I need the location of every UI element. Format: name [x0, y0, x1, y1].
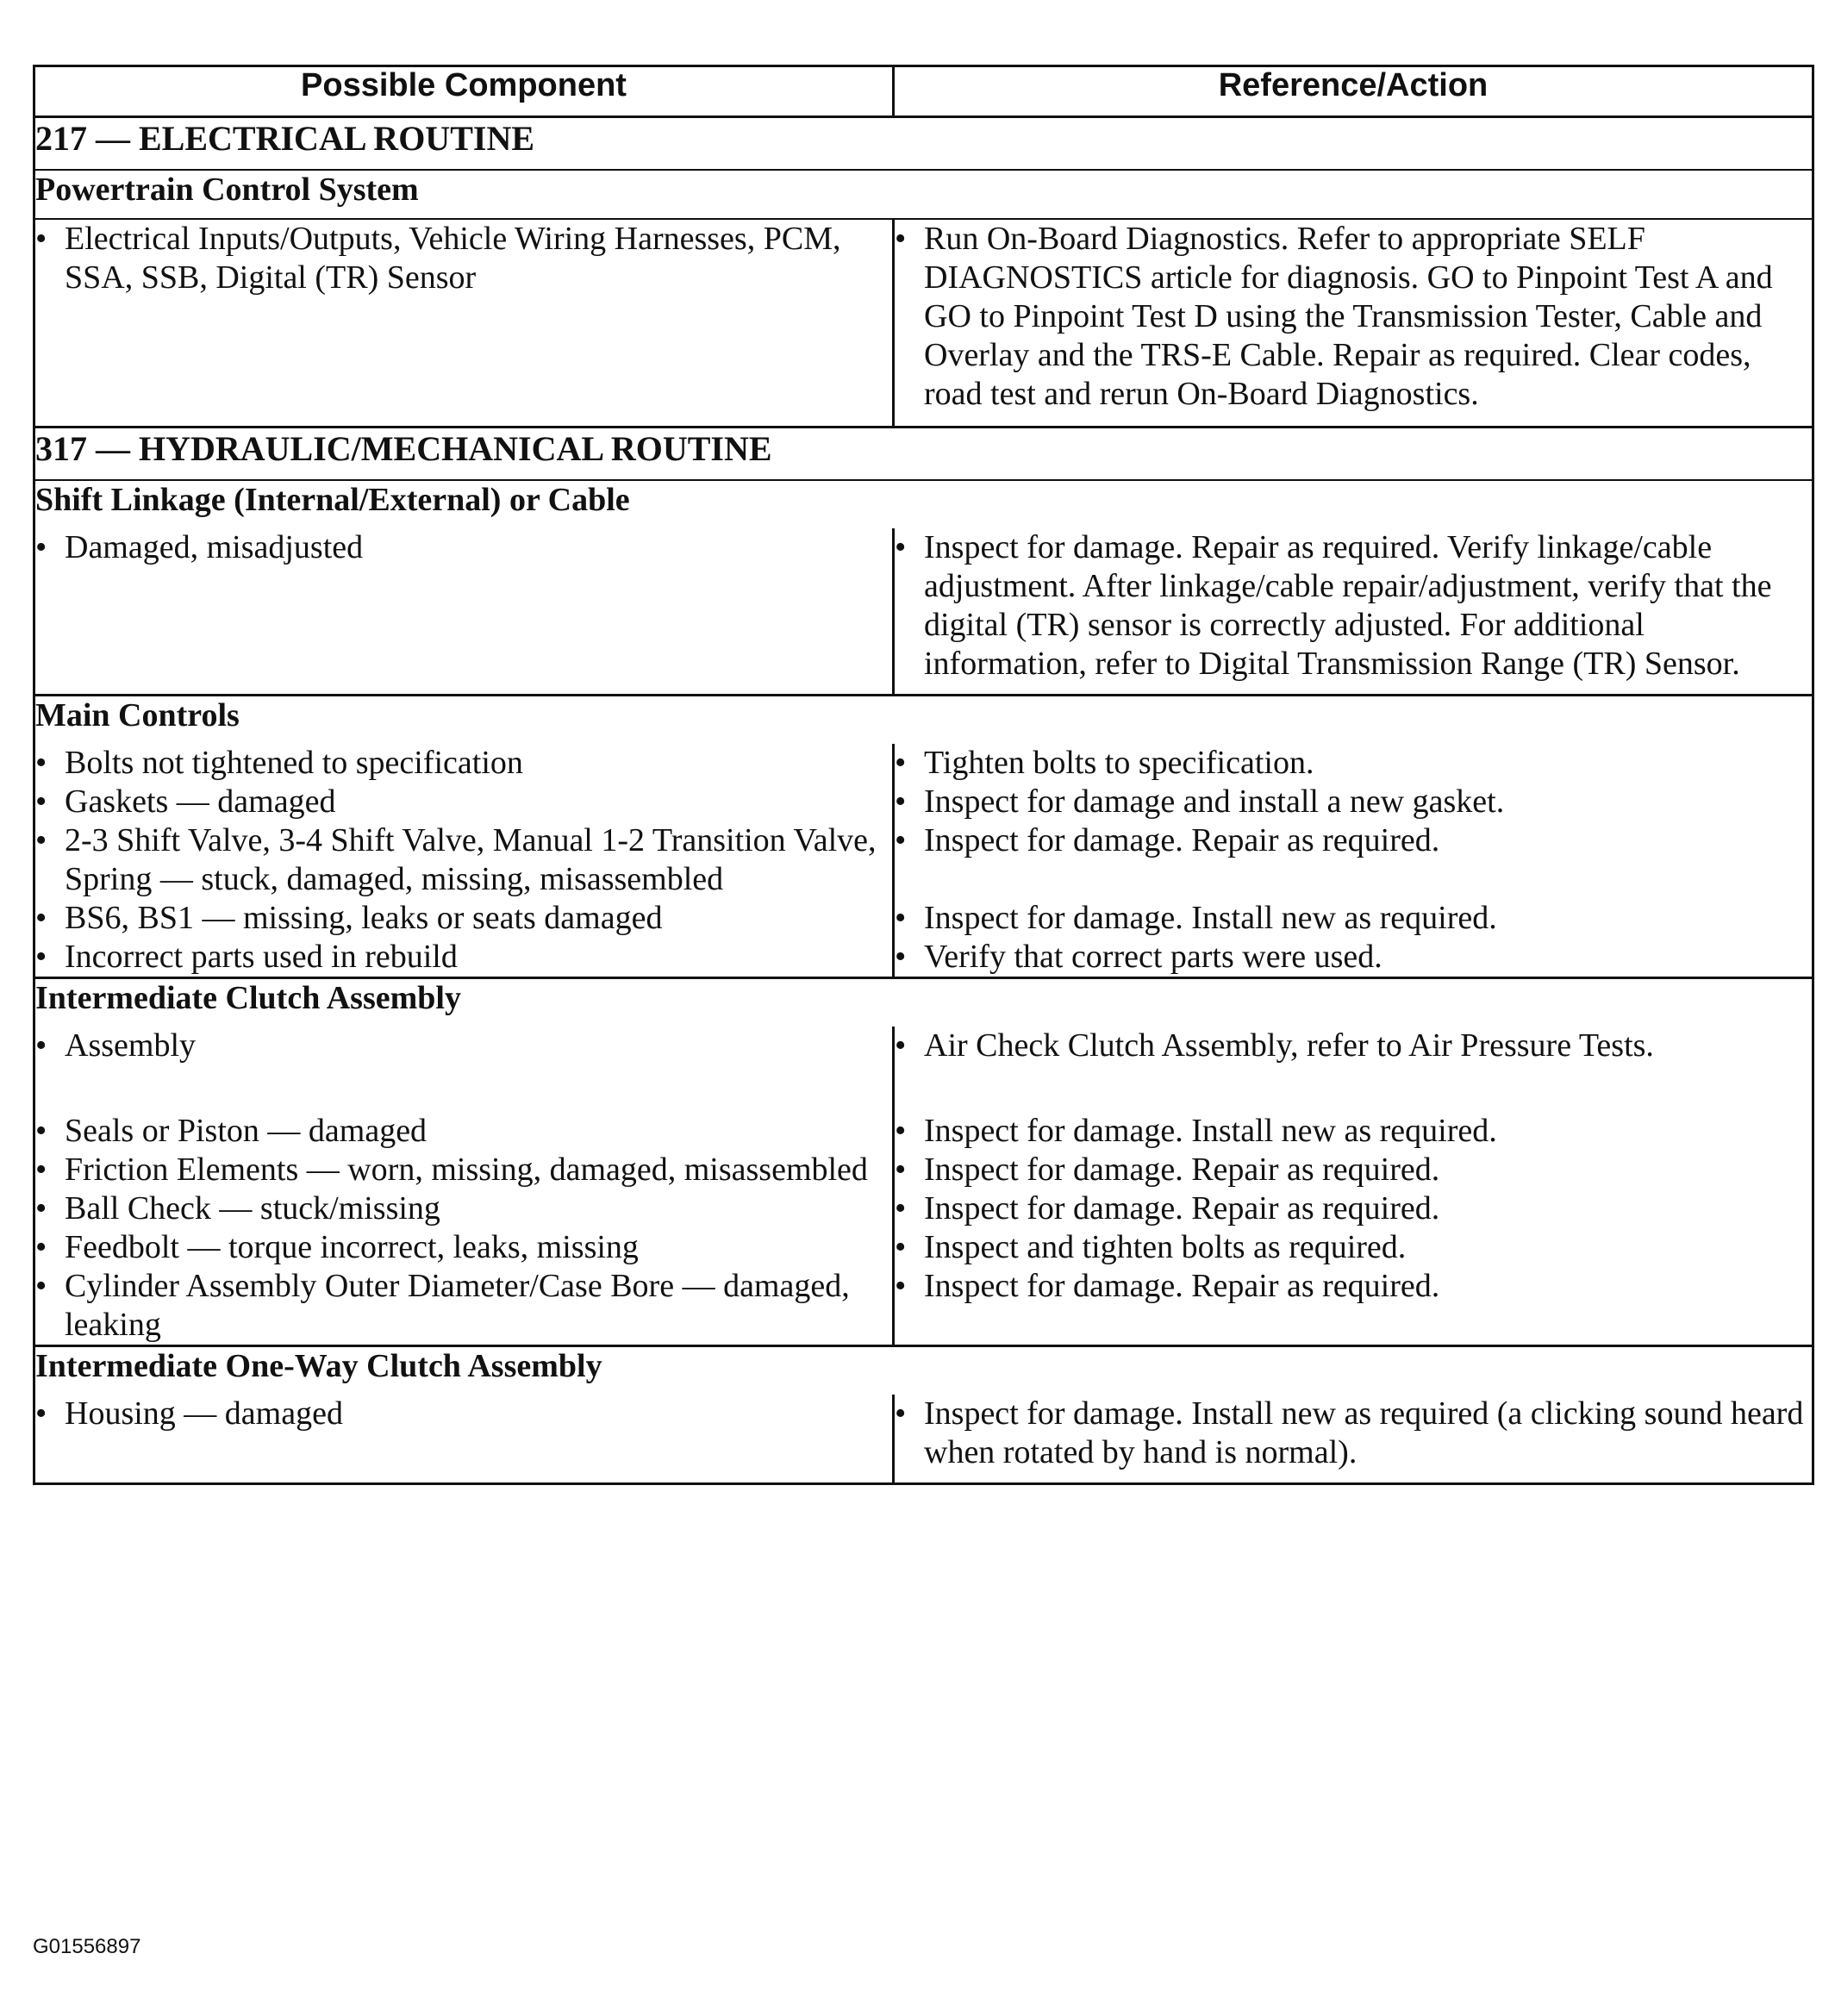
- component-text: • Cylinder Assembly Outer Diameter/Case Bore — damaged, leaking: [35, 1267, 892, 1345]
- table-header-row: [34, 66, 1813, 117]
- table-row: [34, 1267, 1813, 1346]
- table-row: [34, 821, 1813, 899]
- component-text: • Gaskets — damaged: [35, 783, 892, 821]
- table-row: [34, 938, 1813, 978]
- component-text: • Friction Elements — worn, missing, damaged, misassembled: [35, 1151, 892, 1189]
- component-text: • Feedbolt — torque incorrect, leaks, missing: [35, 1228, 892, 1267]
- table-row: [34, 1112, 1813, 1151]
- action-text: • Verify that correct parts were used.: [895, 938, 1812, 977]
- group-one-way-clutch-title: Intermediate One-Way Clutch Assembly: [34, 1346, 1813, 1395]
- action-text: • Inspect for damage. Repair as required.: [895, 1151, 1812, 1189]
- table-row: [34, 1027, 1813, 1112]
- routine-217-title: 217 — ELECTRICAL ROUTINE: [34, 117, 1813, 171]
- routine-317-title: 317 — HYDRAULIC/MECHANICAL ROUTINE: [34, 428, 1813, 481]
- routine-row: [34, 428, 1813, 481]
- table-row: [34, 528, 1813, 696]
- action-text: • Inspect and tighten bolts as required.: [895, 1228, 1812, 1267]
- group-row: [34, 978, 1813, 1027]
- group-row: [34, 480, 1813, 528]
- table-row: [34, 1151, 1813, 1189]
- action-text: • Run On-Board Diagnostics. Refer to appropriate SELF DIAGNOSTICS article for diagnosis. GO to Pinpoint Test A and GO to Pinpoint Test D using the Transmission Tester, Cable and Overlay and the TRS-E Cable. Repair as required. Clear codes, road test and rerun On-Board Diagnostics.: [895, 220, 1812, 414]
- component-text: • Incorrect parts used in rebuild: [35, 938, 892, 977]
- component-text: • Electrical Inputs/Outputs, Vehicle Wiring Harnesses, PCM, SSA, SSB, Digital (TR) Sensor: [35, 220, 892, 297]
- component-text: • BS6, BS1 — missing, leaks or seats damaged: [35, 899, 892, 938]
- action-text: • Inspect for damage. Repair as required.: [895, 1189, 1812, 1228]
- diagnosis-table: [33, 65, 1814, 1485]
- table-row: [34, 783, 1813, 821]
- component-text: • Ball Check — stuck/missing: [35, 1189, 892, 1228]
- table-row: [34, 1228, 1813, 1267]
- action-text: • Inspect for damage and install a new gasket.: [895, 783, 1812, 821]
- action-text: • Inspect for damage. Repair as required. Verify linkage/cable adjustment. After linkage/cable repair/adjustment, verify that the digital (TR) sensor is correctly adjusted. For additional information, refer to Digital Transmission Range (TR) Sensor.: [895, 528, 1812, 683]
- action-text: • Tighten bolts to specification.: [895, 744, 1812, 783]
- action-text: • Inspect for damage. Install new as required.: [895, 1112, 1812, 1151]
- group-powertrain-title: Powertrain Control System: [34, 170, 1813, 219]
- table-row: [34, 899, 1813, 938]
- action-text: • Inspect for damage. Install new as required (a clicking sound heard when rotated by hand is normal).: [895, 1395, 1812, 1472]
- group-row: [34, 696, 1813, 745]
- component-text: • Assembly: [35, 1027, 892, 1065]
- action-text: • Inspect for damage. Repair as required.: [895, 821, 1812, 860]
- component-text: • Seals or Piston — damaged: [35, 1112, 892, 1151]
- routine-row: [34, 117, 1813, 171]
- action-text: • Inspect for damage. Install new as required.: [895, 899, 1812, 938]
- group-shift-linkage-title: Shift Linkage (Internal/External) or Cable: [34, 480, 1813, 528]
- figure-id: G01556897: [33, 1935, 141, 1958]
- group-main-controls-title: Main Controls: [34, 696, 1813, 745]
- group-row: [34, 1346, 1813, 1395]
- component-text: • Housing — damaged: [35, 1395, 892, 1433]
- action-text: • Inspect for damage. Repair as required.: [895, 1267, 1812, 1306]
- component-text: • Damaged, misadjusted: [35, 528, 892, 567]
- component-text: • Bolts not tightened to specification: [35, 744, 892, 783]
- action-text: • Air Check Clutch Assembly, refer to Air Pressure Tests.: [895, 1027, 1812, 1065]
- group-row: [34, 170, 1813, 219]
- table-row: [34, 744, 1813, 783]
- header-possible-component: Possible Component: [34, 66, 894, 117]
- header-reference-action: Reference/Action: [894, 66, 1813, 117]
- group-intermediate-clutch-title: Intermediate Clutch Assembly: [34, 978, 1813, 1027]
- table-row: [34, 1189, 1813, 1228]
- table-row: [34, 1395, 1813, 1484]
- component-text: • 2-3 Shift Valve, 3-4 Shift Valve, Manual 1-2 Transition Valve, Spring — stuck, damaged, missing, misassembled: [35, 821, 892, 899]
- table-row: [34, 219, 1813, 428]
